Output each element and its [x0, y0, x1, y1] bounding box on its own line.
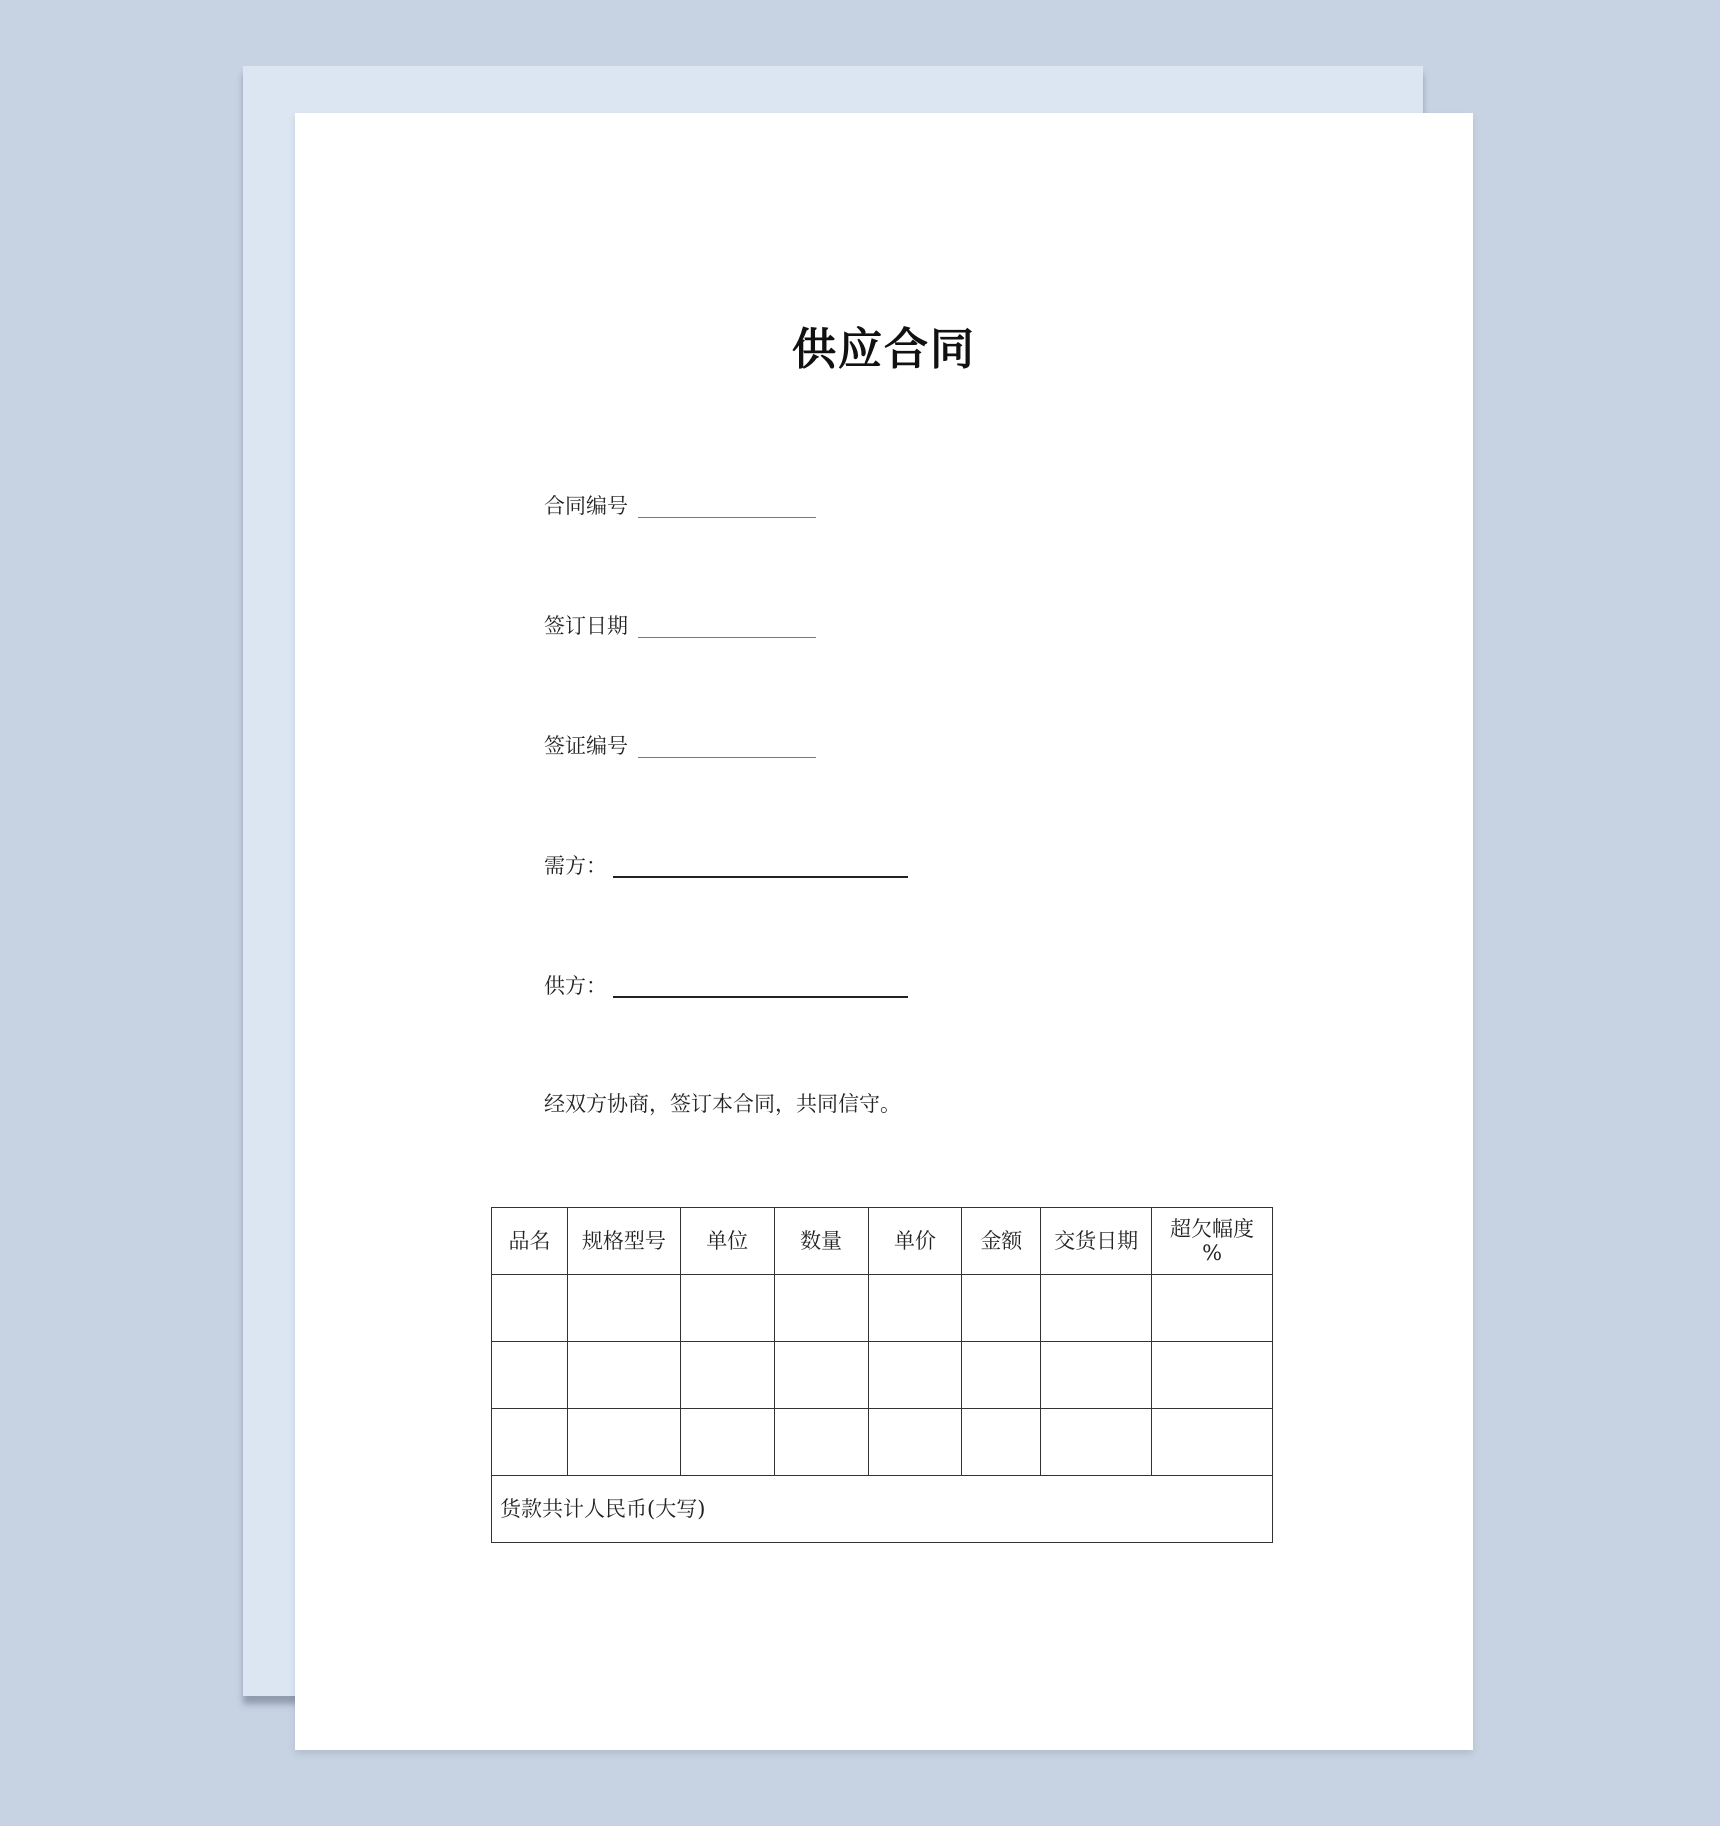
table-cell[interactable] [567, 1342, 680, 1409]
blank-line[interactable] [613, 992, 908, 998]
header-cell-line: % [1202, 1241, 1223, 1265]
blank-line[interactable] [613, 872, 908, 878]
field-sign-date [544, 610, 816, 640]
header-cell: 单价 [868, 1208, 962, 1275]
header-cell: 数量 [774, 1208, 868, 1275]
blank-line[interactable] [638, 513, 816, 518]
field-visa-number [544, 730, 816, 760]
field-label: 签证编号 [544, 734, 628, 758]
contract-page [295, 113, 1473, 1750]
table-cell[interactable] [774, 1342, 868, 1409]
goods-table [491, 1207, 1273, 1543]
field-label: 需方： [544, 854, 607, 878]
field-label: 供方： [544, 974, 607, 998]
table-cell[interactable] [962, 1409, 1041, 1476]
table-cell[interactable] [680, 1275, 774, 1342]
table-cell[interactable] [962, 1342, 1041, 1409]
page-title: 供应合同 [792, 324, 976, 375]
table-cell[interactable] [492, 1409, 568, 1476]
total-row [492, 1476, 1273, 1543]
field-label: 合同编号 [544, 494, 628, 518]
header-cell [1152, 1208, 1273, 1275]
table-row [492, 1409, 1273, 1476]
table-row [492, 1275, 1273, 1342]
table-cell[interactable] [774, 1275, 868, 1342]
table-header-row [492, 1208, 1273, 1275]
blank-line[interactable] [638, 753, 816, 758]
total-amount-cell[interactable]: 货款共计人民币(大写) [492, 1476, 1273, 1543]
table-cell[interactable] [492, 1275, 568, 1342]
table-cell[interactable] [1152, 1409, 1273, 1476]
table-cell[interactable] [774, 1409, 868, 1476]
header-cell: 交货日期 [1041, 1208, 1152, 1275]
table-cell[interactable] [680, 1342, 774, 1409]
field-contract-number [544, 490, 816, 520]
table-cell[interactable] [868, 1342, 962, 1409]
table-cell[interactable] [868, 1409, 962, 1476]
intro-text: 经双方协商，签订本合同，共同信守。 [544, 1092, 901, 1116]
header-cell: 品名 [492, 1208, 568, 1275]
table-cell[interactable] [962, 1275, 1041, 1342]
blank-line[interactable] [638, 633, 816, 638]
field-label: 签订日期 [544, 614, 628, 638]
table-cell[interactable] [680, 1409, 774, 1476]
field-supplier [544, 970, 908, 1000]
table-cell[interactable] [567, 1275, 680, 1342]
table-cell[interactable] [1041, 1275, 1152, 1342]
table-cell[interactable] [492, 1342, 568, 1409]
header-cell: 规格型号 [567, 1208, 680, 1275]
header-cell: 单位 [680, 1208, 774, 1275]
table-cell[interactable] [567, 1409, 680, 1476]
field-buyer [544, 850, 908, 880]
table-cell[interactable] [1041, 1342, 1152, 1409]
table-cell[interactable] [868, 1275, 962, 1342]
table-cell[interactable] [1041, 1409, 1152, 1476]
header-cell-line: 超欠幅度 [1170, 1217, 1255, 1241]
table-cell[interactable] [1152, 1342, 1273, 1409]
table-row [492, 1342, 1273, 1409]
header-cell: 金额 [962, 1208, 1041, 1275]
table-cell[interactable] [1152, 1275, 1273, 1342]
